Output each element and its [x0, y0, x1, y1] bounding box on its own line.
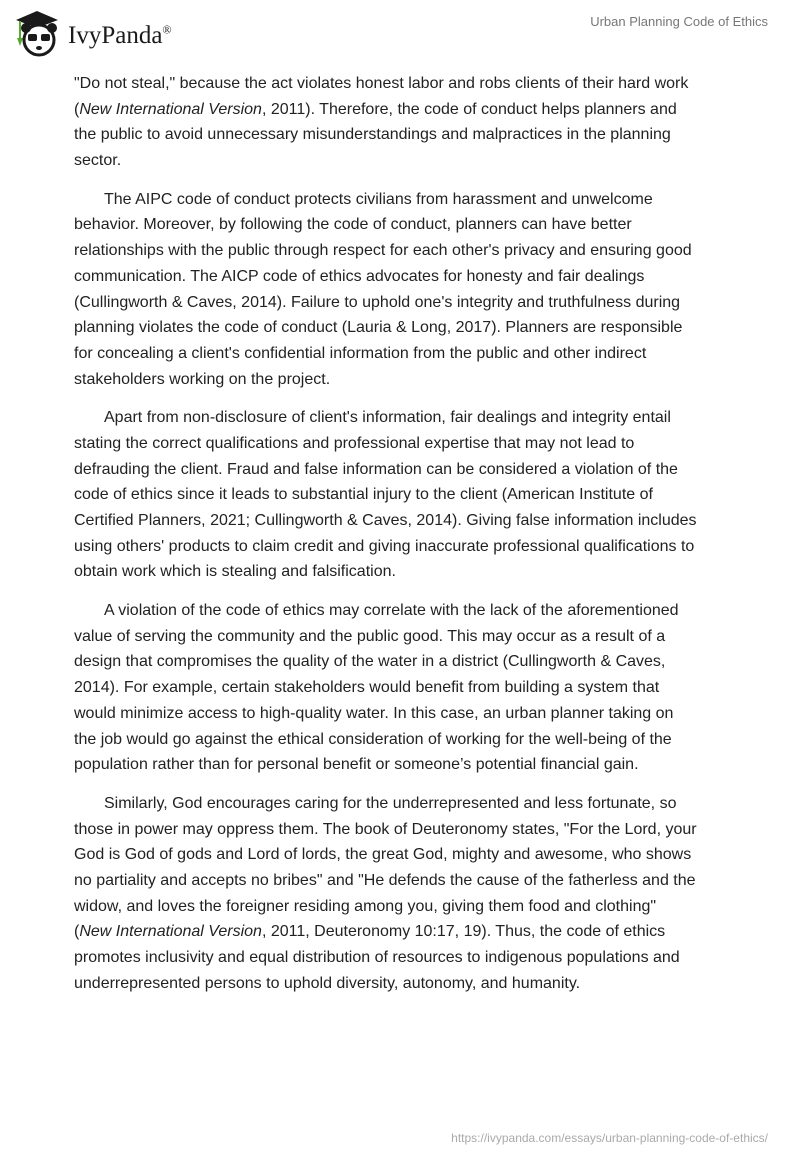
text-segment: for concealing a client's confidential information from the public and other indirect: [74, 344, 647, 362]
text-segment: , 2011). Therefore, the code of conduct helps planners and: [261, 100, 677, 118]
text-line: [74, 752, 754, 778]
text-line: [74, 212, 754, 238]
text-segment: sector.: [74, 152, 122, 170]
text-segment: value of serving the community and the public good. This may occur as a result of a: [74, 627, 666, 645]
essay-body: [74, 71, 754, 1009]
text-line: [74, 817, 754, 843]
text-segment: Certified Planners, 2021; Cullingworth & Caves, 2014). Giving false information includes: [74, 512, 697, 529]
text-line: [74, 71, 754, 97]
text-segment: relationships with the public through respect for each other's privacy and ensuring good: [74, 242, 692, 260]
text-segment: population rather than for personal benefit or someone’s potential financial gain.: [74, 756, 639, 774]
text-line: [74, 842, 754, 868]
text-line: [74, 315, 754, 341]
footer-url[interactable]: https://ivypanda.com/essays/urban-planning-code-of-ethics/: [451, 1131, 768, 1145]
text-line: [74, 675, 754, 701]
text-segment: no partiality and accepts no bribes" and "He defends the cause of the fatherless and the: [74, 871, 696, 889]
text-segment: , 2011, Deuteronomy 10:17, 19). Thus, the code of ethics: [261, 923, 666, 941]
text-line: [74, 238, 754, 264]
text-line: [74, 122, 754, 148]
paragraph: [74, 405, 754, 585]
text-segment: Apart from non-disclosure of client's information, fair dealings and integrity entail: [104, 409, 671, 427]
italic-citation: New International Version: [79, 923, 262, 941]
text-line: [74, 405, 754, 431]
ivypanda-logo[interactable]: [12, 8, 172, 58]
text-line: [74, 701, 754, 727]
registered-mark: ®: [162, 22, 172, 37]
paragraph: [74, 791, 754, 997]
italic-citation: New International Version: [79, 100, 262, 118]
text-segment: widow, and loves the foreigner residing among you, giving them food and clothing": [74, 897, 657, 915]
text-line: [74, 457, 754, 483]
text-line: [74, 148, 754, 174]
text-line: [74, 431, 754, 457]
text-segment: A violation of the code of ethics may correlate with the lack of the aforementioned: [104, 602, 679, 620]
text-segment: promotes inclusivity and equal distribution of resources to indigenous populations and: [74, 949, 680, 966]
text-segment: "Do not steal," because the act violates honest labor and robs clients of their hard work: [74, 75, 689, 92]
paragraph: [74, 187, 754, 393]
text-segment: the public to avoid unnecessary misunderstandings and malpractices in the planning: [74, 126, 671, 144]
brand-name: [68, 22, 172, 50]
paragraph: [74, 71, 754, 174]
text-segment: (: [74, 923, 80, 941]
text-segment: behavior. Moreover, by following the code of conduct, planners can have better: [74, 216, 632, 234]
text-segment: The AIPC code of conduct protects civilians from harassment and unwelcome: [104, 190, 653, 208]
text-line: [74, 534, 754, 560]
text-line: [74, 97, 754, 123]
text-segment: 2014). For example, certain stakeholders would benefit from building a system that: [74, 679, 660, 697]
text-segment: (Cullingworth & Caves, 2014). Failure to uphold one's integrity and truthfulness during: [74, 293, 681, 311]
text-line: [74, 649, 754, 675]
text-segment: design that compromises the quality of the water in a district (Cullingworth & Caves,: [74, 653, 666, 671]
text-line: [74, 264, 754, 290]
text-segment: communication. The AICP code of ethics advocates for honesty and fair dealings: [74, 267, 645, 285]
text-segment: planning violates the code of conduct (Lauria & Long, 2017). Planners are responsible: [74, 319, 683, 337]
text-line: [74, 559, 754, 585]
text-segment: God is God of gods and Lord of lords, the great God, mighty and awesome, who shows: [74, 846, 692, 864]
panda-graduate-icon: [12, 8, 62, 58]
text-segment: underrepresented persons to uphold diversity, autonomy, and humanity.: [74, 974, 581, 992]
text-line: [74, 894, 754, 920]
text-line: [74, 482, 754, 508]
text-line: [74, 868, 754, 894]
text-segment: the job would go against the ethical consideration of working for the well-being of the: [74, 730, 672, 748]
text-line: [74, 945, 754, 971]
text-segment: Similarly, God encourages caring for the underrepresented and less fortunate, so: [104, 794, 677, 812]
text-segment: (: [74, 100, 80, 118]
text-segment: would minimize access to high-quality water. In this case, an urban planner taking on: [74, 704, 674, 722]
text-line: [74, 791, 754, 817]
text-line: [74, 187, 754, 213]
text-segment: defrauding the client. Fraud and false information can be considered a violation of the: [74, 460, 678, 478]
text-segment: code of ethics since it leads to substantial injury to the client (American Institute of: [74, 486, 653, 504]
text-line: [74, 367, 754, 393]
text-line: [74, 341, 754, 367]
text-segment: stakeholders working on the project.: [74, 370, 331, 388]
text-line: [74, 290, 754, 316]
text-line: [74, 727, 754, 753]
text-segment: obtain work which is stealing and falsification.: [74, 563, 396, 581]
paragraph: [74, 598, 754, 778]
text-line: [74, 598, 754, 624]
text-segment: using others' products to claim credit and giving inaccurate professional qualifications to: [74, 537, 695, 555]
text-line: [74, 624, 754, 650]
document-title: Urban Planning Code of Ethics: [590, 14, 768, 29]
text-line: [74, 919, 754, 945]
text-line: [74, 971, 754, 997]
brand-text: IvyPanda: [68, 22, 163, 49]
text-segment: stating the correct qualifications and professional expertise that may not lead to: [74, 434, 635, 452]
text-line: [74, 508, 754, 534]
text-segment: those in power may oppress them. The book of Deuteronomy states, "For the Lord, your: [74, 820, 697, 838]
